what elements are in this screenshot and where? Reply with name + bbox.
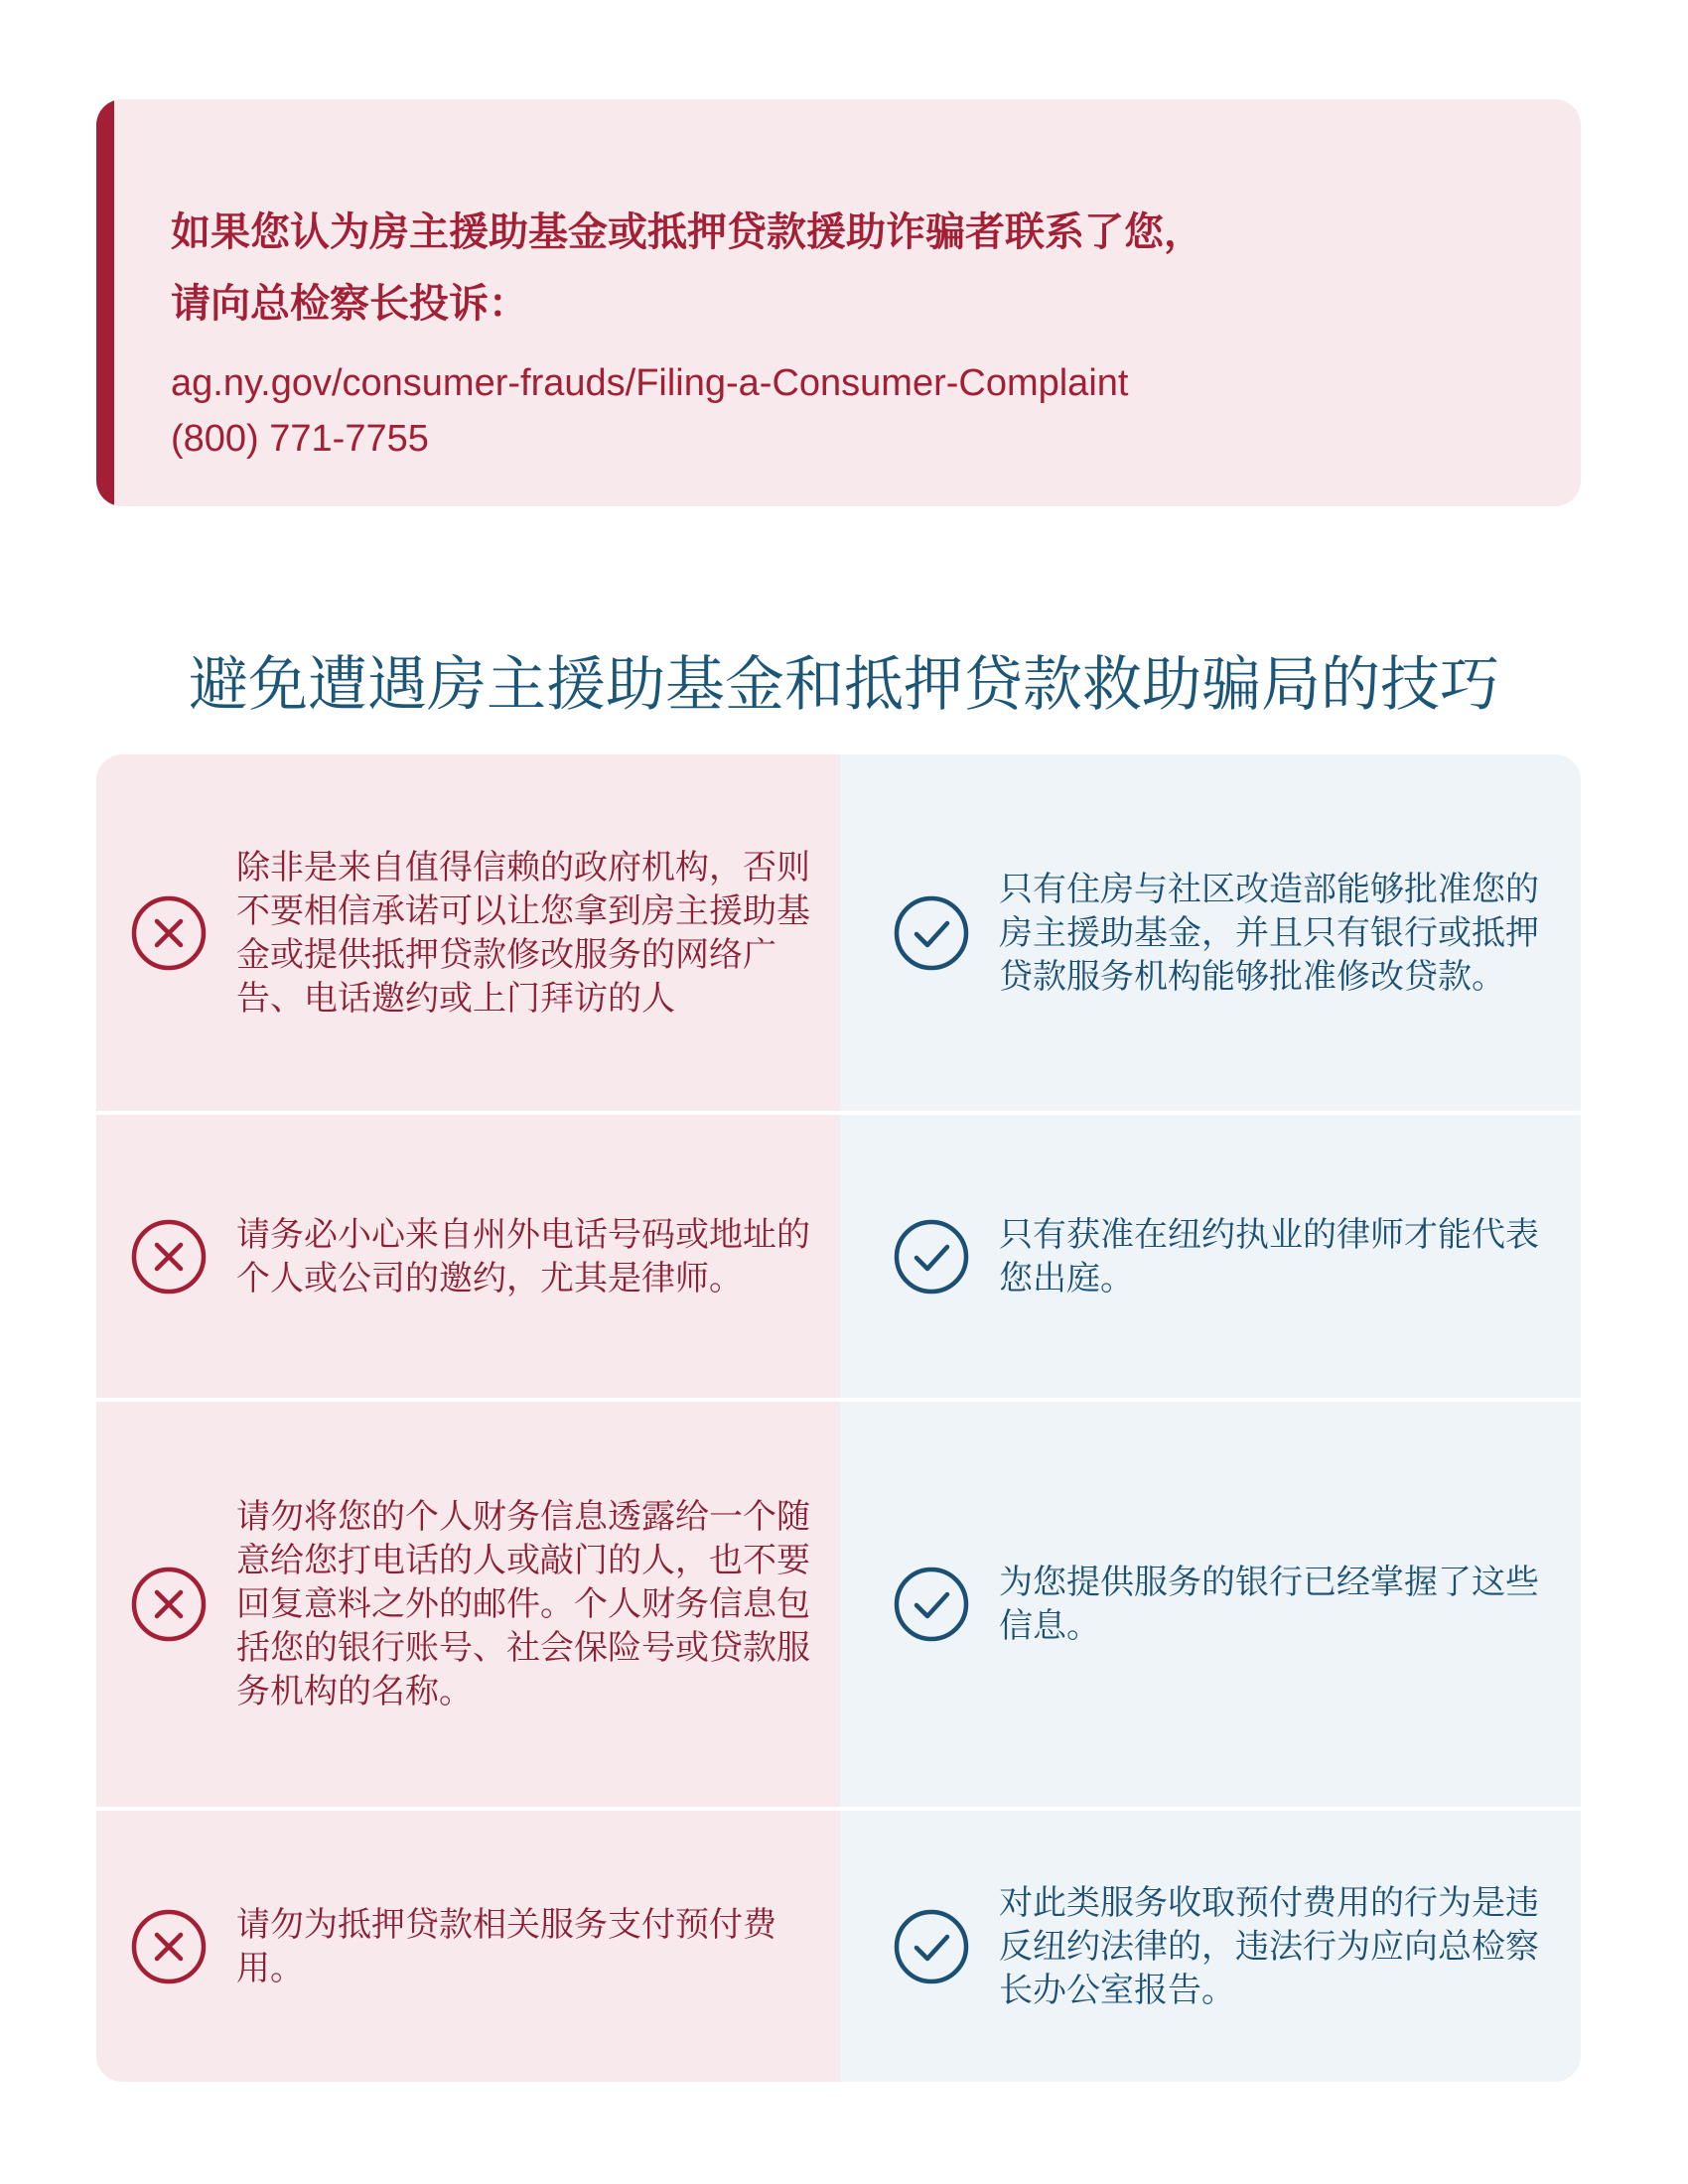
do-tip-text: 只有获准在纽约执业的律师才能代表您出庭。 — [999, 1214, 1539, 1298]
dont-tip-1 — [96, 754, 840, 1111]
dont-tip-3 — [96, 1402, 840, 1807]
x-circle-icon — [129, 1565, 209, 1644]
do-tip-3 — [840, 1402, 1581, 1807]
callout-heading — [171, 197, 1462, 340]
x-circle-icon — [129, 893, 209, 973]
do-tip-1 — [840, 754, 1581, 1111]
tips-title: 避免遭遇房主援助基金和抵押贷款救助骗局的技巧 — [189, 650, 1499, 720]
check-circle-icon — [892, 1217, 971, 1297]
check-circle-icon — [892, 1907, 971, 1986]
check-circle-icon — [892, 1565, 971, 1644]
do-tip-text: 对此类服务收取预付费用的行为是违反纽约法律的，违法行为应向总检察长办公室报告。 — [999, 1882, 1539, 2010]
check-circle-icon — [892, 893, 971, 973]
do-tip-2 — [840, 1115, 1581, 1398]
tips-grid — [96, 754, 1581, 2082]
dont-tip-text: 请务必小心来自州外电话号码或地址的个人或公司的邀约，尤其是律师。 — [236, 1214, 810, 1298]
complaint-link[interactable]: ag.ny.gov/consumer-frauds/Filing-a-Consumer-Complaint — [171, 362, 1129, 404]
callout-accent-bar — [96, 99, 114, 506]
dont-tip-text: 请勿将您的个人财务信息透露给一个随意给您打电话的人或敲门的人，也不要回复意料之外的邮件。个人财务信息包括您的银行账号、社会保险号或贷款服务机构的名称。 — [236, 1497, 810, 1711]
complaint-phone: (800) 771-7755 — [171, 418, 429, 460]
dont-tip-4 — [96, 1811, 840, 2082]
complaint-callout — [96, 99, 1581, 506]
do-tip-4 — [840, 1811, 1581, 2082]
do-tip-text: 为您提供服务的银行已经掌握了这些信息。 — [999, 1563, 1539, 1646]
do-tip-text: 只有住房与社区改造部能够批准您的房主援助基金，并且只有银行或抵押贷款服务机构能够批准修改贷款。 — [999, 869, 1539, 997]
dont-tip-2 — [96, 1115, 840, 1398]
dont-tip-text: 请勿为抵押贷款相关服务支付预付费用。 — [236, 1904, 776, 1988]
callout-heading-line-2: 请向总检察长投诉： — [171, 281, 528, 327]
dont-tip-text: 除非是来自值得信赖的政府机构，否则不要相信承诺可以让您拿到房主援助基金或提供抵押贷款修改服务的网络广告、电话邀约或上门拜访的人 — [236, 847, 810, 1019]
x-circle-icon — [129, 1217, 209, 1297]
callout-heading-line-1: 如果您认为房主援助基金或抵押贷款援助诈骗者联系了您， — [171, 209, 1203, 255]
x-circle-icon — [129, 1907, 209, 1986]
